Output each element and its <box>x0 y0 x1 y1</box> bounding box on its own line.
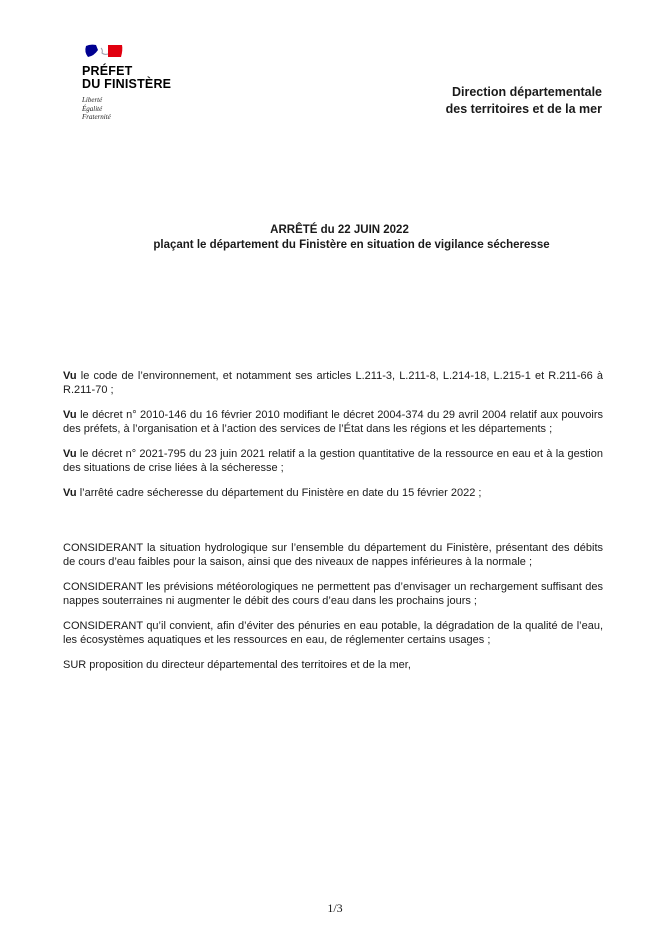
decree-title-line2: plaçant le département du Finistère en situation de vigilance sécheresse <box>153 239 550 251</box>
prefecture-logo <box>82 44 222 122</box>
issuing-service <box>342 84 602 118</box>
considerant-paragraph: CONSIDERANT qu’il convient, afin d’éviter des pénuries en eau potable, la dégradation de la qualité de l’eau, les écosystèmes aquatiques et les ressources en eau, de réglementer certains usages ; <box>63 620 603 646</box>
motto-egalite: Égalité <box>82 104 103 113</box>
decree-title <box>0 223 663 253</box>
considerant-paragraph: CONSIDERANT la situation hydrologique sur l’ensemble du département du Finistère, présentant des débits de cours d’eau faibles pour la saison, ainsi que des niveaux de nappes inférieures à la normale ; <box>63 542 603 568</box>
visa-text: le décret n° 2021-795 du 23 juin 2021 relatif a la gestion quantitative de la ressource en eau et à la gestion des situations de crise liées à la sécheresse ; <box>63 448 603 474</box>
considerant-paragraph: CONSIDERANT les prévisions météorologiques ne permettent pas d’envisager un rechargement suffisant des nappes souterraines ni augmenter le débit des cours d’eau dans les prochains jours ; <box>63 581 603 607</box>
visa-keyword: Vu <box>63 370 77 382</box>
decree-body <box>63 369 603 683</box>
visa-paragraph <box>63 486 603 500</box>
republic-motto <box>82 96 222 122</box>
visa-text: le décret n° 2010-146 du 16 février 2010 modifiant le décret 2004-374 du 29 avril 2004 relatif aux pouvoirs des préfets, à l’organisation et à l’action des services de l’État dans les régions et les départements ; <box>63 409 603 435</box>
service-line1: Direction départementale <box>451 85 602 99</box>
page-number: 1/3 <box>327 901 343 915</box>
visa-keyword: Vu <box>63 448 77 460</box>
visa-keyword: Vu <box>63 409 77 421</box>
org-name <box>82 65 222 91</box>
visa-paragraph <box>63 369 603 397</box>
org-name-line2: DU FINISTÈRE <box>82 77 172 91</box>
section-spacer <box>63 511 603 541</box>
visa-text: l’arrêté cadre sécheresse du département du Finistère en date du 15 février 2022 ; <box>76 487 482 499</box>
org-name-line1: PRÉFET <box>82 64 133 78</box>
motto-fraternite: Fraternité <box>82 113 111 121</box>
motto-liberte: Liberté <box>82 96 103 104</box>
service-line2: des territoires et de la mer <box>445 102 602 116</box>
visa-paragraph <box>63 408 603 436</box>
marianne-flag-icon <box>84 44 124 58</box>
visa-keyword: Vu <box>63 487 77 499</box>
decree-title-line1: ARRÊTÉ du 22 JUIN 2022 <box>270 224 409 236</box>
visa-paragraph <box>63 447 603 475</box>
proposal-paragraph: SUR proposition du directeur départemental des territoires et de la mer, <box>63 659 411 671</box>
visa-text: le code de l’environnement, et notamment ses articles L.211-3, L.211-8, L.214-18, L.215-1 et R.211-66 à R.211-70 ; <box>63 370 603 396</box>
